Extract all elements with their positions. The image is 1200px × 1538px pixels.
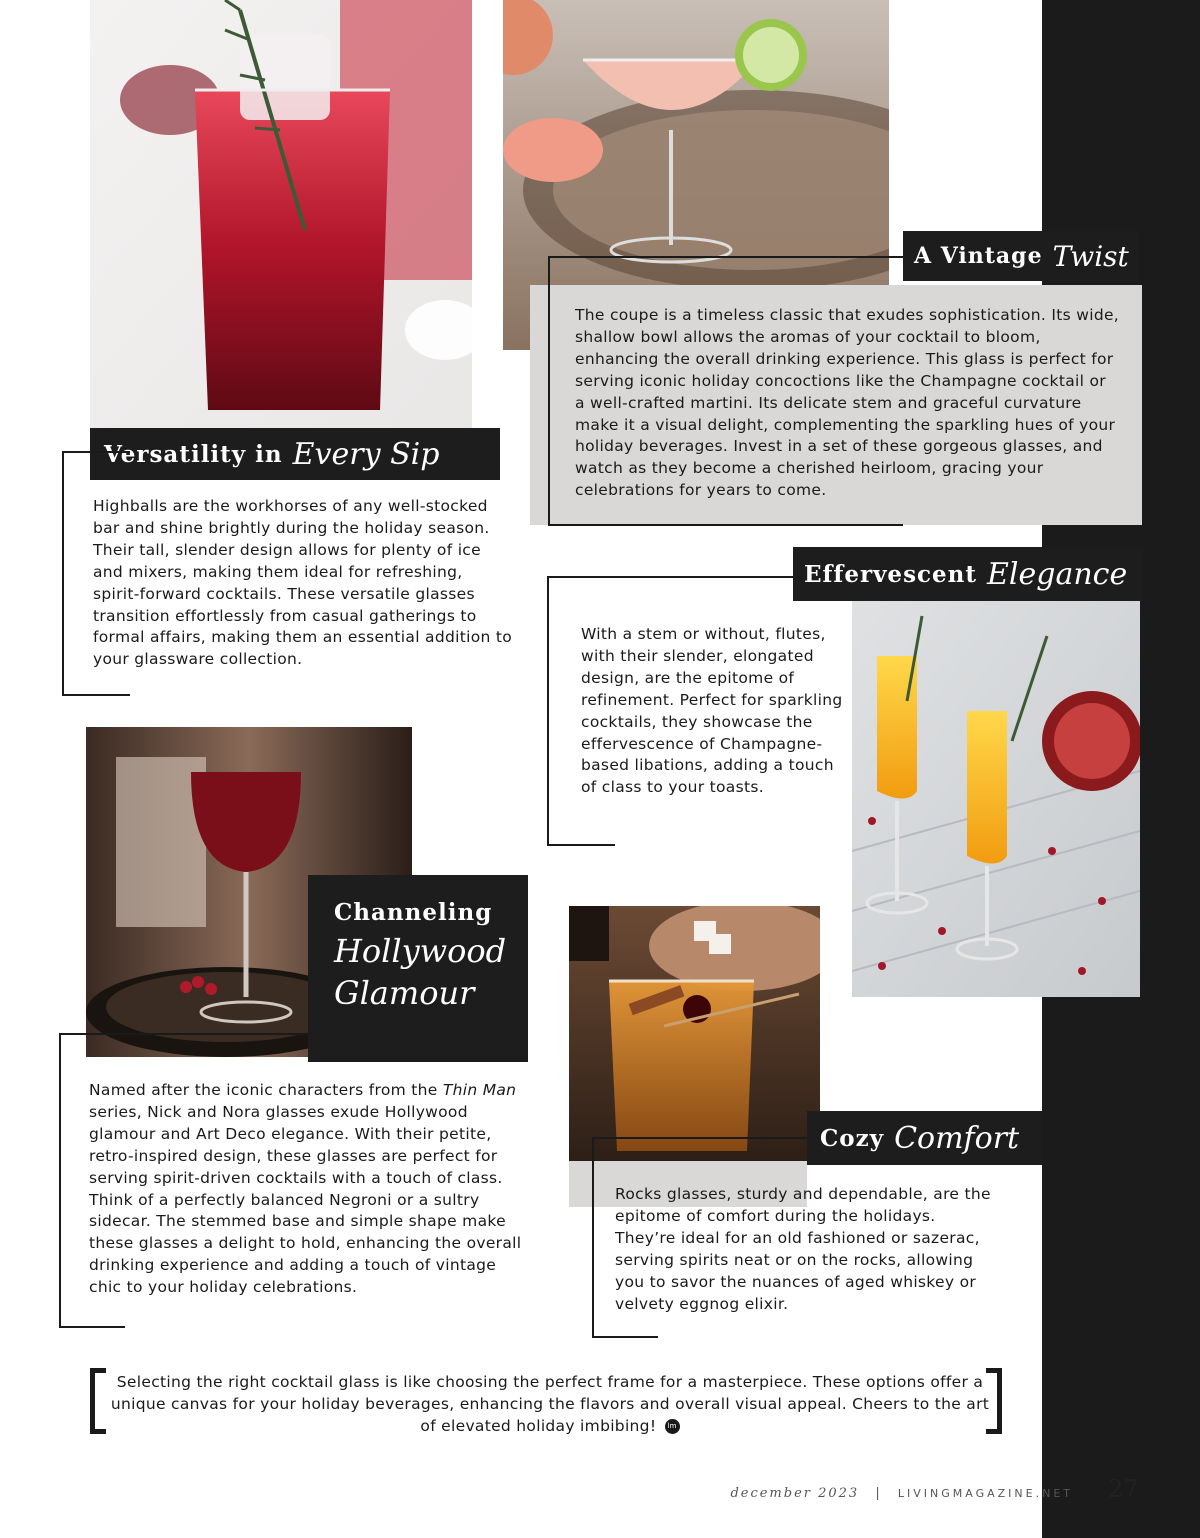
- nick-nora-section-title: [308, 875, 528, 1062]
- coupe-title-script: Twist: [1052, 239, 1129, 273]
- highball-section-title: [90, 428, 500, 480]
- nick-nora-body-post: series, Nick and Nora glasses exude Hollywood glamour and Art Deco elegance. With their petite, retro-inspired design, these glasses are perfect for serving spirit-driven cocktails with a touch of class. Think of a perfectly balanced Negroni or a sultry sidecar. The stemmed base and simple shape make these glasses a delight to hold, enhancing the overall drinking experience and adding a touch of vintage chic to your holiday celebrations.: [89, 1102, 522, 1297]
- flute-bracket-bottom: [547, 844, 615, 846]
- flute-section-title: [793, 547, 1143, 601]
- end-mark-icon: [665, 1419, 680, 1434]
- quote-bracket-left: [90, 1368, 106, 1434]
- coupe-body-text: The coupe is a timeless classic that exudes sophistication. Its wide, shallow bowl allows the aromas of your cocktail to bloom, enhancing the overall drinking experience. This glass is perfect for serving iconic holiday concoctions like the Champagne cocktail or a well-crafted martini. Its delicate stem and graceful curvature make it a visual delight, complementing the sparkling hues of your holiday beverages. Invest in a set of these gorgeous glasses, and watch as they become a cherished heirloom, gracing your celebrations for years to come.: [575, 306, 1120, 500]
- footer-separator: |: [875, 1486, 882, 1501]
- highball-title-script: Every Sip: [292, 436, 440, 472]
- rocks-title-plain: Cozy: [820, 1124, 885, 1152]
- page-footer: [730, 1486, 1073, 1501]
- rocks-body-text: Rocks glasses, sturdy and dependable, are the epitome of comfort during the holidays. They’re ideal for an old fashioned or sazerac, serving spirits neat or on the rocks, allowing you to savor the nuances of aged whiskey or velvety eggnog elixir.: [615, 1185, 991, 1313]
- highball-photo: [90, 0, 472, 440]
- highball-body-text: Highballs are the workhorses of any well-stocked bar and shine brightly during the holiday season. Their tall, slender design allows for plenty of ice and mixers, making them ideal for refreshing, spirit-forward cocktails. These versatile glasses transition effortlessly from casual gatherings to formal affairs, making them an essential addition to your glassware collection.: [93, 497, 512, 669]
- flute-photo: [852, 601, 1140, 997]
- nick-nora-title-script-1: Hollywood: [334, 932, 507, 970]
- nick-nora-body-text: [89, 1080, 529, 1299]
- closing-quote-text: Selecting the right cocktail glass is like choosing the perfect frame for a masterpiece. These options offer a unique canvas for your holiday beverages, enhancing the flavors and overall visual appeal. Cheers to the art of elevated holiday imbibing!: [110, 1373, 990, 1435]
- nick-nora-body-pre: Named after the iconic characters from the: [89, 1081, 443, 1099]
- rocks-title-script: Comfort: [894, 1120, 1020, 1156]
- coupe-title-plain: A Vintage: [914, 243, 1043, 269]
- rocks-photo: [569, 906, 820, 1161]
- closing-quote: [110, 1372, 990, 1438]
- rocks-section-title: [807, 1111, 1042, 1165]
- flute-title-plain: Effervescent: [804, 560, 977, 588]
- flute-body-text: With a stem or without, flutes, with their slender, elongated design, are the epitome of refinement. Perfect for sparkling cocktails, they showcase the effervescence of Champagne-based libations, adding a touch of class to your toasts.: [581, 625, 843, 797]
- page-number: 27: [1108, 1475, 1139, 1503]
- rocks-bracket-bottom: [592, 1336, 658, 1338]
- footer-site[interactable]: LIVINGMAGAZINE.NET: [897, 1487, 1073, 1500]
- coupe-section-title: [903, 231, 1139, 281]
- quote-bracket-right: [986, 1368, 1002, 1434]
- footer-date: december 2023: [730, 1486, 860, 1501]
- highball-title-plain: Versatility in: [104, 440, 283, 468]
- end-mark-text: lm: [667, 1421, 677, 1430]
- nick-nora-body-italic: Thin Man: [442, 1081, 517, 1099]
- nick-nora-title-script-2: Glamour: [334, 974, 475, 1012]
- nick-nora-title-plain: Channeling: [334, 899, 493, 926]
- nick-nora-bracket-bottom: [59, 1326, 125, 1328]
- flute-title-script: Elegance: [987, 556, 1128, 592]
